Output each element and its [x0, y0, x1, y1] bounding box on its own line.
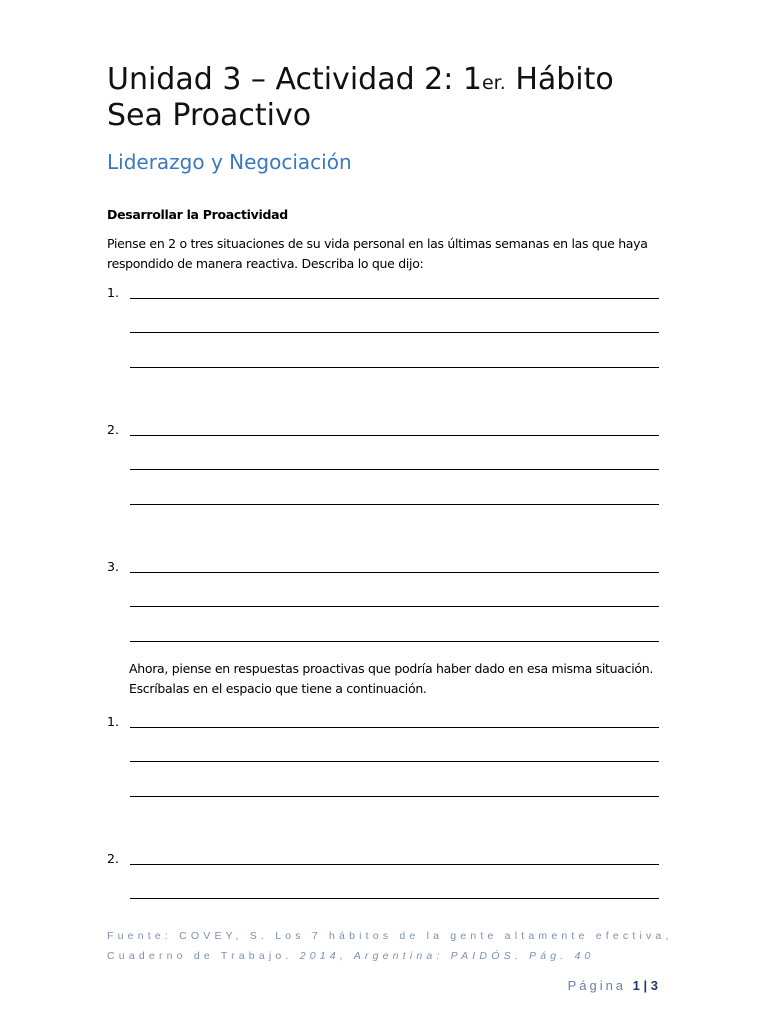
answer-line[interactable]: [130, 504, 659, 505]
section-heading: Desarrollar la Proactividad: [107, 207, 288, 222]
source-citation-line2: [107, 950, 595, 962]
answer-line[interactable]: [130, 641, 659, 642]
proactive-line-2: Escríbalas en el espacio que tiene a continuación.: [129, 681, 427, 696]
title-part1: Unidad 3 – Actividad 2: 1: [107, 62, 482, 97]
answer-line[interactable]: [130, 761, 659, 762]
answer-line[interactable]: [130, 435, 659, 436]
source-line2-part1: Cuaderno de Trabajo.: [107, 950, 300, 962]
answer-line[interactable]: [130, 727, 659, 728]
answer-line[interactable]: [130, 298, 659, 299]
page-total: 3: [650, 978, 658, 993]
answer-line[interactable]: [130, 606, 659, 607]
page-title-line2: Sea Proactivo: [107, 98, 312, 133]
page-title: [107, 62, 614, 101]
page-current: 1: [632, 978, 640, 993]
answer-line[interactable]: [130, 898, 659, 899]
answer-line[interactable]: [130, 367, 659, 368]
title-part2: Hábito: [505, 62, 614, 97]
answer-line[interactable]: [130, 332, 659, 333]
answer-line[interactable]: [130, 864, 659, 865]
proactive-item-number: 1.: [107, 714, 119, 729]
source-line2-part2: 2014, Argentina: PAIDÓS. Pág. 40: [299, 950, 595, 962]
intro-paragraph: [107, 234, 648, 274]
page-subtitle: Liderazgo y Negociación: [107, 150, 352, 174]
page-separator: |: [639, 978, 651, 993]
answer-line[interactable]: [130, 469, 659, 470]
proactive-item-number: 2.: [107, 851, 119, 866]
reactive-item-number: 1.: [107, 285, 119, 300]
reactive-item-number: 2.: [107, 422, 119, 437]
answer-line[interactable]: [130, 796, 659, 797]
proactive-instruction: [129, 659, 653, 699]
reactive-item-number: 3.: [107, 559, 119, 574]
page-label: Página: [567, 978, 633, 993]
title-superscript: er.: [481, 72, 506, 94]
answer-line[interactable]: [130, 572, 659, 573]
page-number: [568, 978, 658, 993]
proactive-line-1: Ahora, piense en respuestas proactivas que podría haber dado en esa misma situación.: [129, 661, 654, 676]
intro-line-1: Piense en 2 o tres situaciones de su vida personal en las últimas semanas en las que haya: [107, 236, 648, 251]
intro-line-2: respondido de manera reactiva. Describa lo que dijo:: [107, 256, 424, 271]
source-citation-line1: Fuente: COVEY, S. Los 7 hábitos de la gente altamente efectiva,: [107, 930, 673, 942]
